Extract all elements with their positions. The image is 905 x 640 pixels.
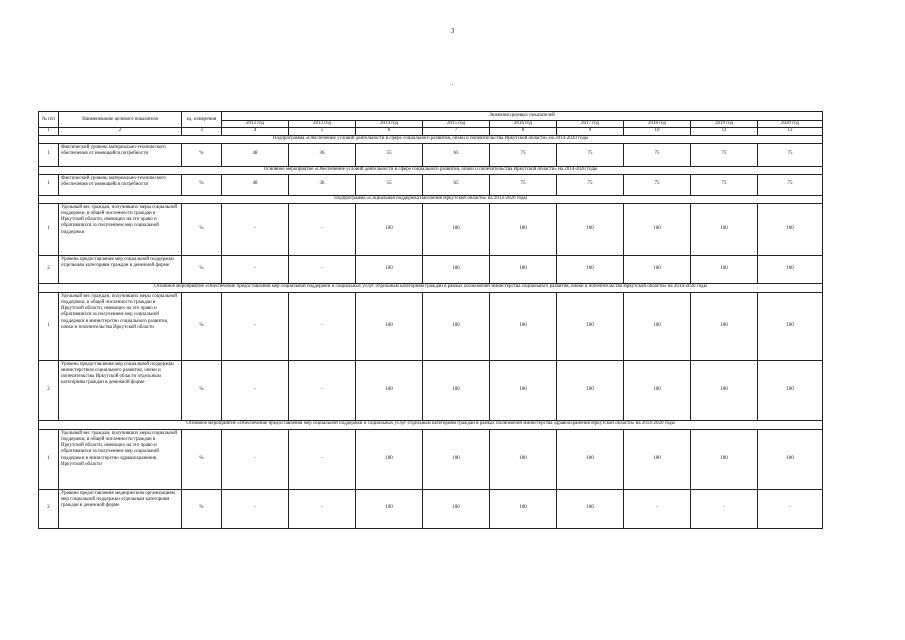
column-number: 4 bbox=[222, 128, 289, 135]
indicator-value: 55 bbox=[356, 143, 423, 166]
header-year: 2020 год bbox=[758, 121, 823, 128]
indicator-value: - bbox=[289, 360, 356, 420]
indicator-value: 75 bbox=[691, 174, 758, 195]
row-number: 1 bbox=[39, 203, 59, 255]
header-col-values: Значения целевых показателей bbox=[222, 112, 823, 121]
header-year: 2015 год bbox=[423, 121, 490, 128]
section-title: Основное мероприятие «Обеспечение предоставления мер социальной поддержки и социальных услуг отдельным категориям граждан в рамках полномочий министерства социального развития, опеки и попечительства Иркутской области» на 2014-2020 годы bbox=[39, 283, 823, 292]
header-col-name: Наименование целевого показателя bbox=[59, 112, 182, 128]
indicator-value: 100 bbox=[557, 255, 624, 283]
indicator-value: 100 bbox=[691, 255, 758, 283]
header-year: 2019 год bbox=[691, 121, 758, 128]
indicator-value: 65 bbox=[423, 143, 490, 166]
indicator-value: 36 bbox=[289, 143, 356, 166]
row-number: 1 bbox=[39, 174, 59, 195]
table-row bbox=[39, 203, 823, 255]
section-title: Подпрограмма «Социальная поддержка населения Иркутской области» на 2014-2020 годы bbox=[39, 195, 823, 203]
indicator-value: 48 bbox=[222, 174, 289, 195]
indicator-value: 100 bbox=[490, 360, 557, 420]
indicator-value: 75 bbox=[557, 174, 624, 195]
column-number: 7 bbox=[423, 128, 490, 135]
indicator-value: - bbox=[624, 489, 691, 528]
unit: % bbox=[182, 360, 222, 420]
indicator-value: - bbox=[691, 489, 758, 528]
indicator-value: 65 bbox=[423, 174, 490, 195]
indicator-value: 100 bbox=[423, 203, 490, 255]
unit: % bbox=[182, 429, 222, 489]
row-number: 2 bbox=[39, 489, 59, 528]
indicator-name: Уровень предоставления мер социальной поддержки министерством социального развития, опеки и попечительства Иркутской области отдельным категориям граждан в денежной форме bbox=[59, 360, 182, 420]
indicator-value: 100 bbox=[691, 429, 758, 489]
unit: % bbox=[182, 292, 222, 360]
row-number: 2 bbox=[39, 255, 59, 283]
indicator-value: - bbox=[758, 489, 823, 528]
indicator-value: - bbox=[222, 489, 289, 528]
indicator-value: 100 bbox=[557, 292, 624, 360]
indicator-value: 100 bbox=[423, 292, 490, 360]
indicator-name: Уровень предоставления мер социальной поддержки отдельным категориям граждан в денежной форме bbox=[59, 255, 182, 283]
section-row bbox=[39, 135, 823, 143]
column-number: 3 bbox=[182, 128, 222, 135]
indicator-value: - bbox=[289, 489, 356, 528]
section-row bbox=[39, 195, 823, 203]
unit: % bbox=[182, 143, 222, 166]
indicator-value: 75 bbox=[490, 143, 557, 166]
indicator-value: 75 bbox=[557, 143, 624, 166]
indicator-value: 75 bbox=[490, 174, 557, 195]
table-row bbox=[39, 174, 823, 195]
indicator-value: 36 bbox=[289, 174, 356, 195]
indicator-value: 100 bbox=[490, 429, 557, 489]
header-col-unit: ед. измерения bbox=[182, 112, 222, 128]
indicator-name: Фактический уровень материально-технического обеспечения от имеющейся потребности bbox=[59, 174, 182, 195]
indicator-value: 100 bbox=[557, 429, 624, 489]
column-number: 6 bbox=[356, 128, 423, 135]
indicator-value: 100 bbox=[356, 203, 423, 255]
section-title: Основное мероприятие «Обеспечение условий деятельности в сфере социального развития, опеки и попечительства Иркутской области» на 2014-2020 годы bbox=[39, 166, 823, 174]
indicator-value: - bbox=[222, 292, 289, 360]
section-title: Подпрограмма «Обеспечение условий деятельности в сфере социального развития, опеки и попечительства Иркутской области» на 2014-2020 годы bbox=[39, 135, 823, 143]
page-number: 3 bbox=[450, 27, 455, 35]
indicator-value: 75 bbox=[691, 143, 758, 166]
indicator-value: 100 bbox=[758, 360, 823, 420]
scan-mark bbox=[452, 84, 453, 85]
indicator-name: Удельный вес граждан, получивших меры социальной поддержки, в общей численности граждан в Иркутской области, имеющих на это право и обратившихся за получением мер социальной поддержки в министерство социального развития, опеки и попечительства Иркутской области bbox=[59, 292, 182, 360]
table-row bbox=[39, 292, 823, 360]
table-row bbox=[39, 360, 823, 420]
indicator-value: - bbox=[222, 429, 289, 489]
indicator-value: 100 bbox=[356, 255, 423, 283]
indicator-value: - bbox=[289, 255, 356, 283]
indicator-value: 100 bbox=[691, 292, 758, 360]
section-row bbox=[39, 166, 823, 174]
unit: % bbox=[182, 255, 222, 283]
indicator-value: 100 bbox=[557, 203, 624, 255]
indicator-value: 100 bbox=[624, 360, 691, 420]
indicator-value: 75 bbox=[624, 143, 691, 166]
indicator-value: 100 bbox=[557, 360, 624, 420]
unit: % bbox=[182, 174, 222, 195]
column-number: 11 bbox=[691, 128, 758, 135]
unit: % bbox=[182, 203, 222, 255]
indicator-value: 100 bbox=[624, 292, 691, 360]
indicator-value: - bbox=[222, 203, 289, 255]
indicator-value: 100 bbox=[490, 203, 557, 255]
indicator-value: 100 bbox=[557, 489, 624, 528]
indicator-value: - bbox=[222, 360, 289, 420]
indicator-value: 100 bbox=[758, 292, 823, 360]
indicator-value: 100 bbox=[356, 292, 423, 360]
indicator-value: 100 bbox=[423, 255, 490, 283]
indicator-value: 100 bbox=[490, 255, 557, 283]
section-row bbox=[39, 283, 823, 292]
indicator-value: 100 bbox=[758, 203, 823, 255]
header-year: 2013 год bbox=[289, 121, 356, 128]
header-year: 2016 год bbox=[490, 121, 557, 128]
indicator-value: - bbox=[222, 255, 289, 283]
indicator-value: - bbox=[289, 203, 356, 255]
indicator-value: 100 bbox=[490, 292, 557, 360]
indicator-value: - bbox=[289, 292, 356, 360]
indicator-value: 100 bbox=[624, 203, 691, 255]
indicator-value: 100 bbox=[423, 489, 490, 528]
column-number: 2 bbox=[59, 128, 182, 135]
indicator-name: Удельный вес граждан, получивших меры социальной поддержки, в общей численности граждан в Иркутской области, имеющих на это право и обратившихся за получением мер социальной поддержки в министерство здравоохранения Иркутской области bbox=[59, 429, 182, 489]
indicator-name: Фактический уровень материально-технического обеспечения от имеющейся потребности bbox=[59, 143, 182, 166]
indicator-value: 100 bbox=[624, 429, 691, 489]
row-number: 2 bbox=[39, 360, 59, 420]
table-row bbox=[39, 489, 823, 528]
column-number: 8 bbox=[490, 128, 557, 135]
column-number: 1 bbox=[39, 128, 59, 135]
indicator-value: 55 bbox=[356, 174, 423, 195]
indicator-value: 100 bbox=[758, 255, 823, 283]
header-year: 2017 год bbox=[557, 121, 624, 128]
indicator-value: 100 bbox=[758, 429, 823, 489]
column-number: 5 bbox=[289, 128, 356, 135]
column-number: 12 bbox=[758, 128, 823, 135]
indicator-value: 75 bbox=[758, 174, 823, 195]
table-row bbox=[39, 255, 823, 283]
header-year: 2018 год bbox=[624, 121, 691, 128]
indicator-value: 100 bbox=[691, 203, 758, 255]
column-number: 10 bbox=[624, 128, 691, 135]
table-row bbox=[39, 143, 823, 166]
indicators-table bbox=[38, 111, 823, 529]
column-number: 9 bbox=[557, 128, 624, 135]
section-row bbox=[39, 420, 823, 429]
indicator-name: Уровень предоставления медицинским организациям мер социальной поддержки отдельным категориям граждан в денежной форме bbox=[59, 489, 182, 528]
header-year: 2014 год bbox=[356, 121, 423, 128]
indicator-value: 100 bbox=[423, 360, 490, 420]
indicator-value: 100 bbox=[490, 489, 557, 528]
header-year: 2012 год bbox=[222, 121, 289, 128]
section-title: Основное мероприятие «Обеспечение предоставления мер социальной поддержки и социальных услуг отдельным категориям граждан в рамках полномочий министерства здравоохранения Иркутской области» на 2014-2020 годы bbox=[39, 420, 823, 429]
indicator-value: 100 bbox=[356, 429, 423, 489]
indicator-value: - bbox=[289, 429, 356, 489]
indicator-value: 100 bbox=[356, 360, 423, 420]
indicator-value: 100 bbox=[356, 489, 423, 528]
indicator-value: 100 bbox=[691, 360, 758, 420]
unit: % bbox=[182, 489, 222, 528]
indicator-name: Удельный вес граждан, получивших меры социальной поддержки, в общей численности граждан в Иркутской области, имеющих на это право и обратившихся за получением мер социальной поддержки bbox=[59, 203, 182, 255]
header-col-num: № п/п bbox=[39, 112, 59, 128]
indicator-value: 100 bbox=[624, 255, 691, 283]
indicator-value: 100 bbox=[423, 429, 490, 489]
row-number: 1 bbox=[39, 292, 59, 360]
indicator-value: 75 bbox=[758, 143, 823, 166]
row-number: 1 bbox=[39, 429, 59, 489]
table-row bbox=[39, 429, 823, 489]
row-number: 1 bbox=[39, 143, 59, 166]
indicator-value: 48 bbox=[222, 143, 289, 166]
indicator-value: 75 bbox=[624, 174, 691, 195]
